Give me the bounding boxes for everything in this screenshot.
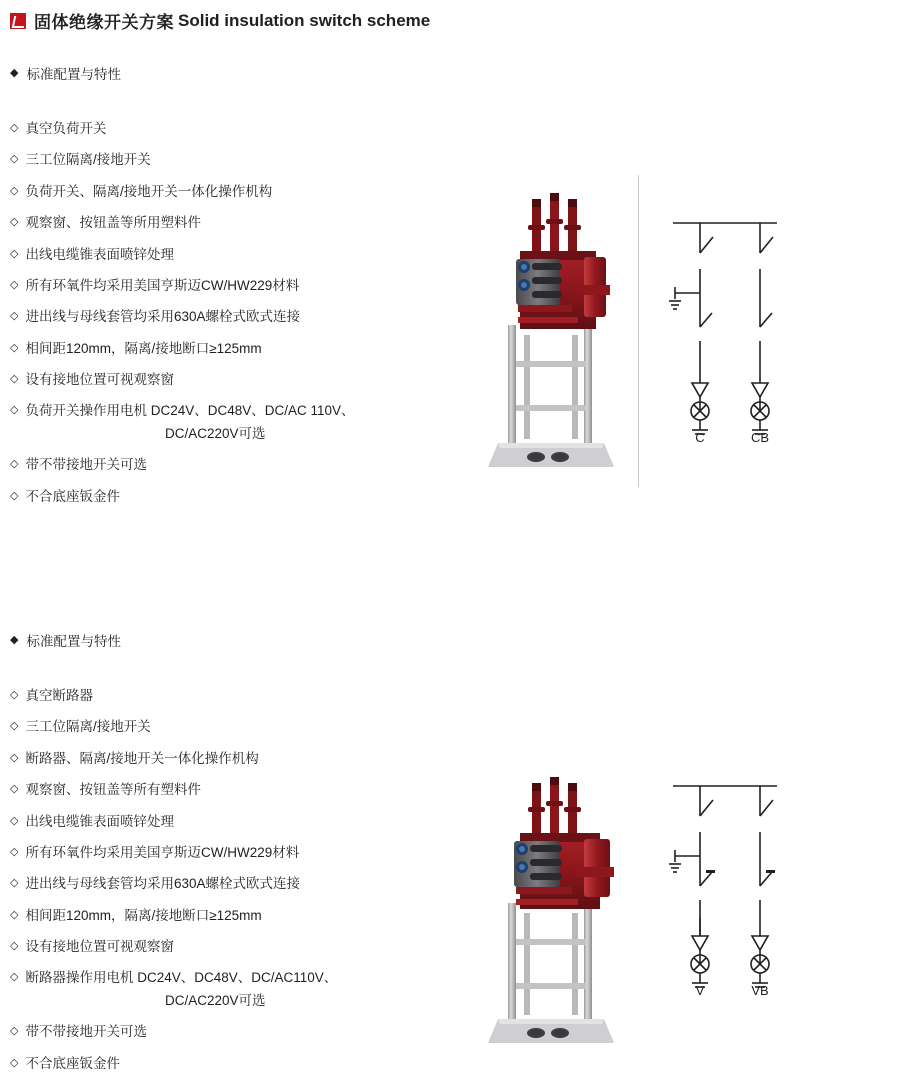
list-item-continuation: DC/AC220V可选: [165, 992, 266, 1008]
hollow-diamond-icon: ◇: [10, 122, 19, 134]
list-item-label: 进出线与母线套管均采用630A螺栓式欧式连接: [25, 876, 300, 892]
list-item-label: 真空断路器: [25, 688, 93, 703]
list-item-label: 设有接地位置可视观察窗: [25, 939, 174, 954]
hollow-diamond-icon: ◇: [10, 341, 19, 354]
list-item-label: 相间距120mm，隔离/接地断口≥125mm: [25, 340, 262, 356]
list-item-label: 负荷开关操作用电机 DC24V、DC48V、DC/AC 110V、: [25, 403, 355, 419]
hollow-diamond-icon: ◇: [10, 783, 19, 796]
hollow-diamond-icon: ◇: [10, 489, 19, 502]
schematic-diagram-c-cb: [665, 215, 785, 470]
list-item: [10, 152, 480, 169]
list-item-label: 三工位隔离/接地开关: [25, 152, 151, 168]
hollow-diamond-icon: ◇: [10, 278, 19, 291]
hollow-diamond-icon: ◇: [10, 184, 19, 197]
schematic-label-right: VB: [751, 983, 769, 998]
page-header: [10, 8, 430, 33]
list-item: [10, 309, 480, 326]
list-item: [10, 372, 480, 389]
hollow-diamond-icon: ◇: [10, 814, 19, 827]
hollow-diamond-icon: ◇: [10, 720, 19, 733]
list-item: [10, 719, 480, 736]
list-item-label: 三工位隔离/接地开关: [25, 719, 151, 735]
hollow-diamond-icon: ◇: [10, 153, 19, 166]
list-item: [10, 751, 480, 768]
list-item-label: 进出线与母线套管均采用630A螺栓式欧式连接: [25, 309, 300, 325]
list-item-label: 观察窗、按钮盖等所用塑料件: [25, 215, 201, 231]
list-item: [10, 184, 480, 201]
solid-diamond-icon: ◆: [10, 633, 19, 646]
list-item: [10, 970, 480, 987]
list-item-label: 出线电缆锥表面喷锌处理: [25, 246, 174, 262]
list-item: [10, 489, 480, 506]
section-2-feature-list: [10, 688, 480, 1087]
schematic-label-left: V: [695, 983, 705, 998]
list-item-label: 带不带接地开关可选: [25, 1024, 147, 1040]
page-title-cn: 固体绝缘开关方案: [34, 13, 174, 32]
hollow-diamond-icon: ◇: [10, 1025, 19, 1038]
list-item: [10, 876, 480, 893]
list-item-label: 断路器、隔离/接地开关一体化操作机构: [25, 750, 259, 766]
hollow-diamond-icon: ◇: [10, 216, 19, 229]
schematic-diagram-v-vb: [665, 778, 785, 1033]
list-item-label: 出线电缆锥表面喷锌处理: [25, 813, 174, 829]
list-item: [10, 341, 480, 358]
hollow-diamond-icon: ◇: [10, 971, 19, 984]
hollow-diamond-icon: ◇: [10, 877, 19, 890]
list-item-label: 相间距120mm，隔离/接地断口≥125mm: [25, 907, 262, 923]
list-item: [10, 908, 480, 925]
section-1-heading-label: 标准配置与特性: [26, 67, 121, 82]
hollow-diamond-icon: ◇: [10, 247, 19, 260]
section-2-heading: [10, 630, 121, 650]
hollow-diamond-icon: ◇: [10, 845, 19, 858]
list-item: [10, 121, 480, 138]
list-item: [10, 278, 480, 295]
list-item: [10, 814, 480, 831]
list-item-label: 设有接地位置可视观察窗: [25, 372, 174, 387]
page-title-en: Solid insulation switch scheme: [178, 10, 431, 30]
list-item-label: 带不带接地开关可选: [25, 457, 147, 473]
list-item: [10, 247, 480, 264]
solid-diamond-icon: ◆: [10, 66, 19, 79]
list-item: [10, 457, 480, 474]
hollow-diamond-icon: ◇: [10, 689, 19, 701]
list-item-continuation: DC/AC220V可选: [165, 425, 266, 441]
list-item-label: 不合底座钣金件: [25, 1055, 120, 1071]
list-item-label: 所有环氧件均采用美国亨斯迈CW/HW229材料: [25, 277, 300, 293]
schematic-label-left: C: [695, 430, 705, 445]
hollow-diamond-icon: ◇: [10, 310, 19, 323]
hollow-diamond-icon: ◇: [10, 373, 19, 385]
hollow-diamond-icon: ◇: [10, 1056, 19, 1069]
list-item-label: 负荷开关、隔离/接地开关一体化操作机构: [25, 183, 273, 199]
list-item: [10, 939, 480, 956]
list-item: [10, 688, 480, 705]
hollow-diamond-icon: ◇: [10, 751, 19, 764]
list-item-label: 观察窗、按钮盖等所有塑料件: [25, 782, 201, 798]
list-item-label: 真空负荷开关: [25, 121, 107, 136]
hollow-diamond-icon: ◇: [10, 940, 19, 952]
section-2-heading-label: 标准配置与特性: [26, 634, 121, 649]
list-item: [10, 403, 480, 420]
list-item: [10, 1024, 480, 1041]
list-item-label: 断路器操作用电机 DC24V、DC48V、DC/AC110V、: [25, 970, 338, 986]
product-photo-circuit-breaker: [480, 775, 640, 1055]
section-1-heading: [10, 63, 121, 83]
schematic-label-right: CB: [750, 430, 770, 445]
list-item: [10, 782, 480, 799]
hollow-diamond-icon: ◇: [10, 908, 19, 921]
list-item: [10, 1056, 480, 1073]
hollow-diamond-icon: ◇: [10, 404, 19, 417]
list-item: [10, 845, 480, 862]
list-item-label: 不合底座钣金件: [25, 488, 120, 504]
list-item: [10, 215, 480, 232]
product-photo-load-switch: [480, 185, 640, 480]
red-square-logo-icon: [10, 13, 26, 29]
section-1-feature-list: [10, 121, 480, 520]
list-item-label: 所有环氧件均采用美国亨斯迈CW/HW229材料: [25, 844, 300, 860]
hollow-diamond-icon: ◇: [10, 458, 19, 471]
